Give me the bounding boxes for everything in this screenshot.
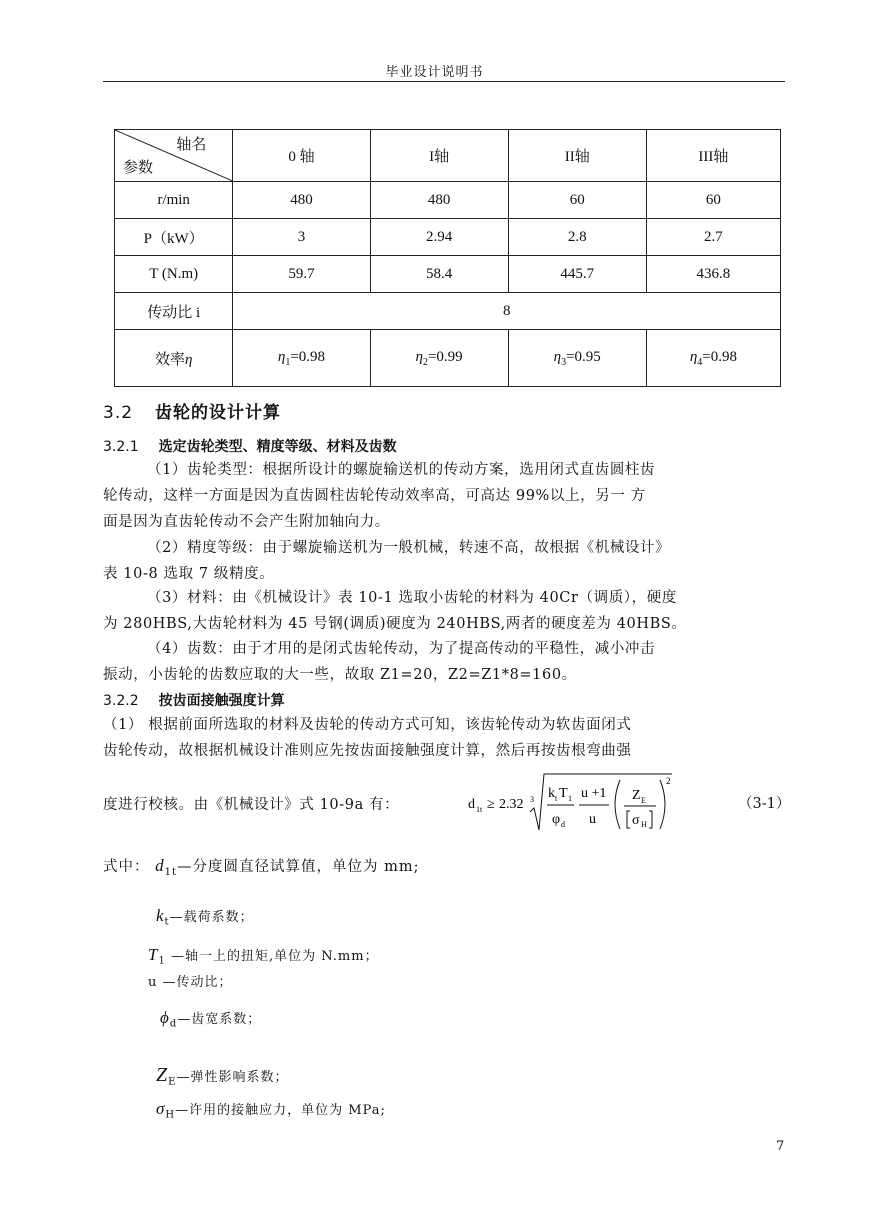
symbol-subscript: 1t [164, 866, 177, 878]
formula-right-bracket [649, 811, 652, 828]
formula-power: 2 [666, 776, 671, 786]
formula-geq: ≥ [487, 797, 495, 812]
text-line: 表 10-8 选取 7 级精度。 [103, 566, 275, 582]
definition-row [103, 855, 420, 878]
formula-lhs: d [468, 797, 475, 812]
eta-value: =0.99 [427, 348, 463, 365]
page-number: 7 [776, 1139, 785, 1154]
symbol: Z [156, 1064, 169, 1086]
text-line: （3）材料：由《机械设计》表 10-1 选取小齿轮的材料为 40Cr（调质），硬度 [147, 590, 677, 606]
subsection-heading [103, 436, 397, 456]
formula-right-paren [660, 780, 665, 829]
table-cell: 58.4 [370, 256, 508, 293]
subsection-number: 3.2.2 [103, 693, 139, 709]
paragraph-material [103, 585, 785, 637]
table-cell: 2.94 [370, 219, 508, 256]
table-cell: 445.7 [508, 256, 646, 293]
eta-subscript: 4 [697, 356, 703, 368]
header-rule [103, 81, 785, 82]
eta-value: =0.98 [702, 348, 737, 365]
eta-symbol: η [415, 348, 423, 365]
formula-sigma-sub: H [641, 820, 647, 829]
formula-3-1 [468, 772, 678, 832]
eta-subscript: 1 [285, 356, 291, 368]
symbol: σ [156, 1099, 166, 1118]
table-row [115, 330, 781, 387]
text-line: 轮传动，这样一方面是因为直齿圆柱齿轮传动效率高，可高达 99%以上，另一 方 [103, 488, 646, 504]
table-cell [233, 330, 370, 387]
formula-phi: φ [552, 812, 561, 827]
table-cell: 60 [646, 182, 780, 219]
column-header: I轴 [370, 130, 508, 182]
table-cell: 480 [370, 182, 508, 219]
table-row [115, 182, 781, 219]
formula-root-index: 3 [530, 795, 534, 804]
formula-Z-sub: E [641, 796, 646, 805]
shaft-parameter-table [114, 129, 781, 387]
paragraph-teeth [103, 636, 785, 688]
formula-left-paren [615, 780, 620, 829]
symbol: T [148, 945, 159, 964]
table-cell [508, 330, 646, 387]
corner-label-param: 参数 [123, 160, 154, 176]
formula-k: k [548, 786, 555, 801]
text-line: 度进行校核。由《机械设计》式 10-9a 有： [103, 797, 400, 813]
table-cell [646, 330, 780, 387]
paragraph-contact-strength [103, 712, 785, 764]
efficiency-label: 效率 [154, 351, 185, 368]
where-label: 式中： [103, 859, 150, 875]
paragraph-gear-type [103, 457, 785, 535]
subsection-number: 3.2.1 [103, 439, 139, 455]
eta-symbol: η [184, 351, 193, 368]
merged-cell: 8 [233, 293, 781, 330]
column-header: II轴 [508, 130, 646, 182]
eta-value: =0.98 [290, 348, 326, 365]
definition-text: —传动比； [157, 975, 233, 990]
text-line: （1） 根据前面所选取的材料及齿轮的传动方式可知，该齿轮传动为软齿面闭式 [103, 717, 632, 733]
row-label [115, 330, 233, 387]
formula-Z: Z [632, 788, 641, 803]
definition-row [148, 945, 379, 967]
table-cell [370, 330, 508, 387]
row-label: 传动比 i [115, 293, 233, 330]
text-line: （1）齿轮类型：根据所设计的螺旋输送机的传动方案，选用闭式直齿圆柱齿 [147, 462, 656, 478]
running-header: 毕业设计说明书 [385, 65, 484, 80]
text-line: （2）精度等级：由于螺旋输送机为一般机械，转速不高，故根据《机械设计》 [147, 540, 671, 556]
row-label: T (N.m) [115, 256, 233, 293]
symbol-subscript: d [169, 1018, 178, 1030]
definition-text: —弹性影响系数； [176, 1070, 289, 1085]
table-row [115, 256, 781, 293]
definition-row [156, 1099, 386, 1121]
section-number: 3.2 [103, 403, 134, 423]
table-row [115, 293, 781, 330]
column-header: III轴 [646, 130, 780, 182]
definition-row [148, 971, 233, 990]
table-cell: 3 [233, 219, 370, 256]
corner-label-shaft: 轴名 [176, 137, 207, 153]
formula-T: T [559, 786, 568, 801]
subsection-title: 按齿面接触强度计算 [158, 693, 285, 709]
row-label: P（kW） [115, 219, 233, 256]
eta-symbol: η [689, 348, 698, 365]
definition-row [156, 1064, 288, 1088]
symbol: ϕ [160, 1008, 170, 1027]
definition-text: —载荷系数； [169, 910, 254, 925]
formula-lhs-sub: 1t [476, 805, 483, 814]
formula-phi-sub: d [561, 820, 565, 829]
equation-number: （3-1） [738, 796, 791, 812]
formula-u-num: u +1 [581, 786, 607, 801]
eta-subscript: 2 [422, 356, 428, 368]
text-line: （4）齿数：由于才用的是闭式齿轮传动，为了提高传动的平稳性，减小冲击 [147, 641, 656, 657]
definition-row [160, 1008, 261, 1030]
symbol: u [148, 975, 158, 990]
eta-symbol: η [553, 348, 562, 365]
table-cell: 2.8 [508, 219, 646, 256]
formula-coefficient: 2.32 [499, 797, 524, 812]
definition-text: —分度圆直径试算值，单位为 mm; [177, 859, 420, 875]
formula-left-bracket [627, 811, 630, 828]
formula-lead-in [103, 792, 473, 818]
symbol-subscript: t [164, 916, 170, 928]
table-cell: 2.7 [646, 219, 780, 256]
table-cell: 59.7 [233, 256, 370, 293]
table-row [115, 219, 781, 256]
paragraph-precision [103, 535, 785, 587]
table-cell: 436.8 [646, 256, 780, 293]
definition-row [156, 906, 254, 928]
text-line: 振动，小齿轮的齿数应取的大一些，故取 Z1=20，Z2=Z1*8=160。 [103, 667, 577, 683]
eta-value: =0.95 [566, 348, 601, 365]
eta-symbol: η [277, 348, 286, 365]
symbol-subscript: 1 [158, 955, 166, 967]
table-cell: 480 [233, 182, 370, 219]
text-line: 为 280HBS,大齿轮材料为 45 号钢(调质)硬度为 240HBS,两者的硬度差为 40HBS。 [103, 616, 687, 632]
row-label: r/min [115, 182, 233, 219]
table-corner-cell [115, 130, 233, 182]
formula-T-sub: 1 [568, 794, 572, 803]
formula-sigma: σ [632, 813, 640, 828]
symbol-subscript: H [165, 1109, 176, 1121]
symbol: d [155, 856, 165, 875]
definition-text: —许用的接触应力，单位为 MPa; [175, 1103, 386, 1118]
subsection-heading [103, 690, 285, 710]
section-heading [103, 398, 281, 423]
table-cell: 60 [508, 182, 646, 219]
formula-u-den: u [589, 812, 596, 827]
eta-subscript: 3 [561, 356, 567, 368]
table-header-row [115, 130, 781, 182]
subsection-title: 选定齿轮类型、精度等级、材料及齿数 [158, 439, 397, 455]
text-line: 齿轮传动，故根据机械设计准则应先按齿面接触强度计算，然后再按齿根弯曲强 [103, 743, 632, 759]
formula-k-sub: t [555, 794, 558, 803]
definition-text: —齿宽系数； [177, 1012, 262, 1027]
text-line: 面是因为直齿轮传动不会产生附加轴向力。 [103, 514, 390, 530]
symbol: k [156, 906, 165, 925]
symbol-subscript: E [168, 1076, 177, 1088]
section-title: 齿轮的设计计算 [155, 403, 282, 423]
column-header: 0 轴 [233, 130, 370, 182]
definition-text: —轴一上的扭矩,单位为 N.mm； [165, 949, 379, 964]
